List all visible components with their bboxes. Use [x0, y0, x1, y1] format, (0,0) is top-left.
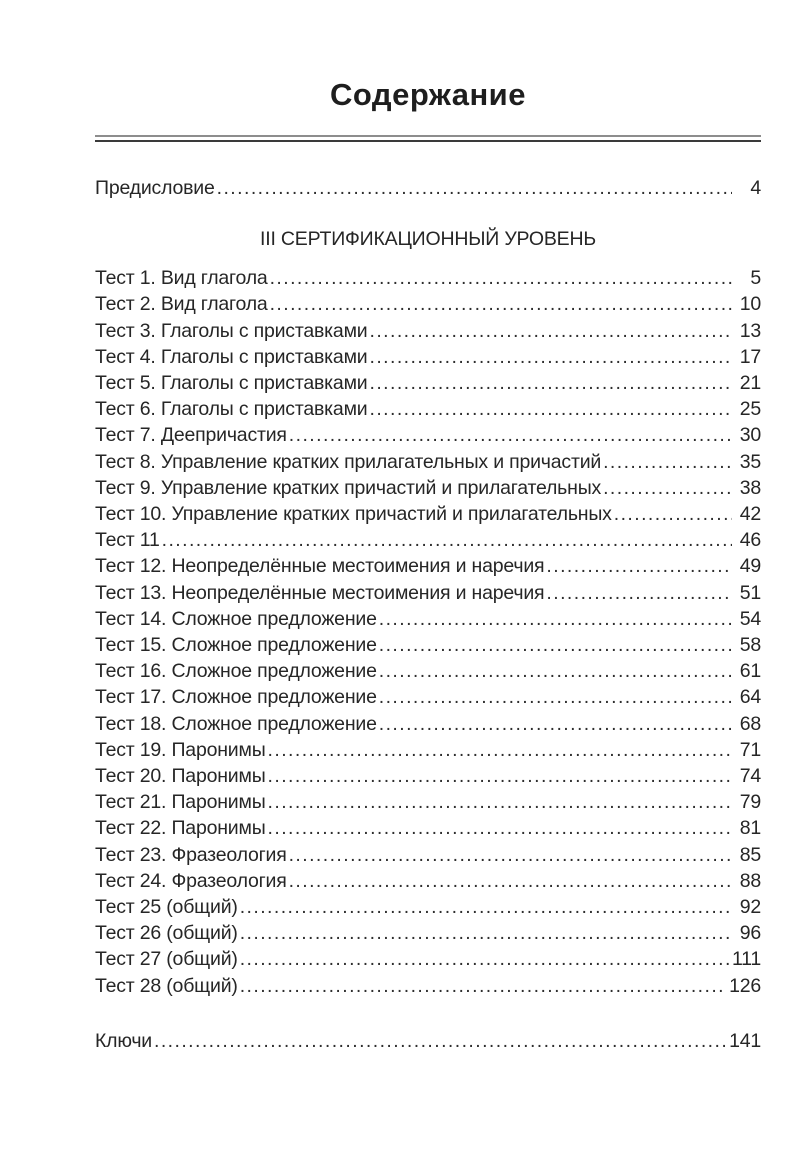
toc-entry [95, 606, 761, 632]
toc-entry [95, 475, 761, 501]
toc-entry-label: Тест 3. Глаголы с приставками [95, 319, 368, 342]
toc-entry [95, 920, 761, 946]
double-rule-divider [95, 135, 761, 142]
toc-entry-page: 126 [729, 974, 761, 997]
toc-entry-page: 42 [739, 503, 761, 526]
toc-entry [95, 291, 761, 317]
contents-body [95, 78, 761, 1054]
toc-entry [95, 684, 761, 710]
toc-entry-page: 96 [739, 922, 761, 945]
dot-leader [546, 553, 732, 579]
toc-entries-list [95, 265, 761, 999]
toc-entry [95, 658, 761, 684]
dot-leader [268, 763, 732, 789]
toc-entry-page: 49 [739, 555, 761, 578]
toc-entry-page: 71 [739, 738, 761, 761]
toc-entry-page: 51 [739, 581, 761, 604]
dot-leader [240, 946, 729, 972]
toc-entry-page: 58 [739, 634, 761, 657]
dot-leader [270, 291, 732, 317]
toc-entry-label: Тест 24. Фразеология [95, 869, 287, 892]
toc-entry-page: 81 [739, 817, 761, 840]
dot-leader [240, 894, 732, 920]
toc-entry-label: Тест 27 (общий) [95, 948, 238, 971]
dot-leader [217, 175, 732, 201]
toc-entry-page: 17 [739, 345, 761, 368]
toc-entry-label: Тест 2. Вид глагола [95, 293, 268, 316]
toc-entry [95, 580, 761, 606]
toc-entry-label: Ключи [95, 1029, 152, 1052]
dot-leader [379, 606, 732, 632]
toc-entry [95, 265, 761, 291]
toc-entry-label: Тест 4. Глаголы с приставками [95, 345, 368, 368]
toc-entry-page: 30 [739, 424, 761, 447]
dot-leader [369, 344, 732, 370]
toc-entry [95, 815, 761, 841]
toc-entry [95, 553, 761, 579]
toc-entry [95, 422, 761, 448]
toc-entry-page: 13 [739, 319, 761, 342]
toc-entry [95, 632, 761, 658]
toc-entry-label: Тест 20. Паронимы [95, 765, 266, 788]
dot-leader [603, 449, 732, 475]
toc-entry-page: 68 [739, 712, 761, 735]
dot-leader [240, 920, 732, 946]
toc-entry [95, 973, 761, 999]
toc-entry [95, 946, 761, 972]
toc-entry [95, 842, 761, 868]
toc-entry [95, 737, 761, 763]
toc-entry [95, 318, 761, 344]
toc-entry-label: Тест 22. Паронимы [95, 817, 266, 840]
toc-entry [95, 501, 761, 527]
toc-entry-label: Тест 16. Сложное предложение [95, 660, 377, 683]
toc-entry [95, 396, 761, 422]
toc-entry-page: 88 [739, 869, 761, 892]
page-title: Содержание [330, 77, 526, 112]
toc-entry-label: Тест 10. Управление кратких причастий и прилагательных [95, 503, 612, 526]
dot-leader [154, 1028, 726, 1054]
toc-entry-page: 54 [739, 607, 761, 630]
toc-entry-page: 35 [739, 450, 761, 473]
toc-entry-keys [95, 1028, 761, 1054]
toc-entry-page: 74 [739, 765, 761, 788]
toc-entry-label: Тест 28 (общий) [95, 974, 238, 997]
toc-entry-page: 111 [731, 948, 761, 971]
toc-entry-page: 4 [750, 177, 761, 199]
dot-leader [289, 422, 732, 448]
dot-leader [268, 737, 732, 763]
toc-entry-label: Тест 15. Сложное предложение [95, 634, 377, 657]
toc-entry [95, 894, 761, 920]
toc-entry-page: 46 [739, 529, 761, 552]
dot-leader [240, 973, 726, 999]
toc-entry-page: 64 [739, 686, 761, 709]
dot-leader [289, 868, 732, 894]
toc-entry-label: Тест 14. Сложное предложение [95, 607, 377, 630]
toc-entry-label: Тест 5. Глаголы с приставками [95, 372, 368, 395]
toc-entry-label: Тест 9. Управление кратких причастий и прилагательных [95, 476, 602, 499]
dot-leader [162, 527, 732, 553]
toc-entry [95, 344, 761, 370]
toc-entry-label: Тест 8. Управление кратких прилагательных и причастий [95, 450, 602, 473]
dot-leader [289, 842, 732, 868]
dot-leader [268, 789, 732, 815]
toc-entry-label: Тест 7. Деепричастия [95, 424, 287, 447]
toc-entry [95, 763, 761, 789]
table-of-contents [95, 175, 761, 1054]
toc-entry-page: 38 [739, 476, 761, 499]
toc-entry-label: Тест 26 (общий) [95, 922, 238, 945]
section-heading: III СЕРТИФИКАЦИОННЫЙ УРОВЕНЬ [260, 228, 596, 251]
toc-entry-page: 85 [739, 843, 761, 866]
toc-entry-label: Тест 6. Глаголы с приставками [95, 398, 368, 421]
toc-entry-label: Тест 21. Паронимы [95, 791, 266, 814]
toc-entry-label: Тест 25 (общий) [95, 896, 238, 919]
dot-leader [369, 396, 732, 422]
toc-entry-page: 5 [750, 267, 761, 290]
dot-leader [603, 475, 732, 501]
toc-entry-label: Тест 11 [95, 529, 160, 552]
toc-entry-preface [95, 175, 761, 201]
toc-entry [95, 711, 761, 737]
dot-leader [369, 370, 732, 396]
dot-leader [379, 658, 732, 684]
toc-entry-label: Тест 19. Паронимы [95, 738, 266, 761]
toc-entry-page: 21 [739, 372, 761, 395]
toc-entry-page: 61 [739, 660, 761, 683]
dot-leader [379, 711, 732, 737]
toc-entry-page: 141 [729, 1029, 761, 1052]
toc-entry-label: Тест 23. Фразеология [95, 843, 287, 866]
toc-entry [95, 868, 761, 894]
toc-entry [95, 527, 761, 553]
dot-leader [614, 501, 732, 527]
dot-leader [270, 265, 732, 291]
toc-entry-label: Тест 1. Вид глагола [95, 267, 268, 290]
dot-leader [268, 815, 732, 841]
toc-entry [95, 789, 761, 815]
dot-leader [369, 318, 732, 344]
toc-entry-label: Тест 18. Сложное предложение [95, 712, 377, 735]
toc-entry-page: 10 [739, 293, 761, 316]
toc-entry-label: Предисловие [95, 177, 215, 199]
dot-leader [379, 684, 732, 710]
toc-entry-label: Тест 17. Сложное предложение [95, 686, 377, 709]
toc-entry-label: Тест 13. Неопределённые местоимения и наречия [95, 581, 545, 604]
toc-entry-label: Тест 12. Неопределённые местоимения и наречия [95, 555, 545, 578]
toc-entry [95, 449, 761, 475]
dot-leader [379, 632, 732, 658]
toc-entry-page: 92 [739, 896, 761, 919]
dot-leader [546, 580, 732, 606]
toc-entry [95, 370, 761, 396]
toc-entry-page: 79 [739, 791, 761, 814]
toc-entry-page: 25 [739, 398, 761, 421]
